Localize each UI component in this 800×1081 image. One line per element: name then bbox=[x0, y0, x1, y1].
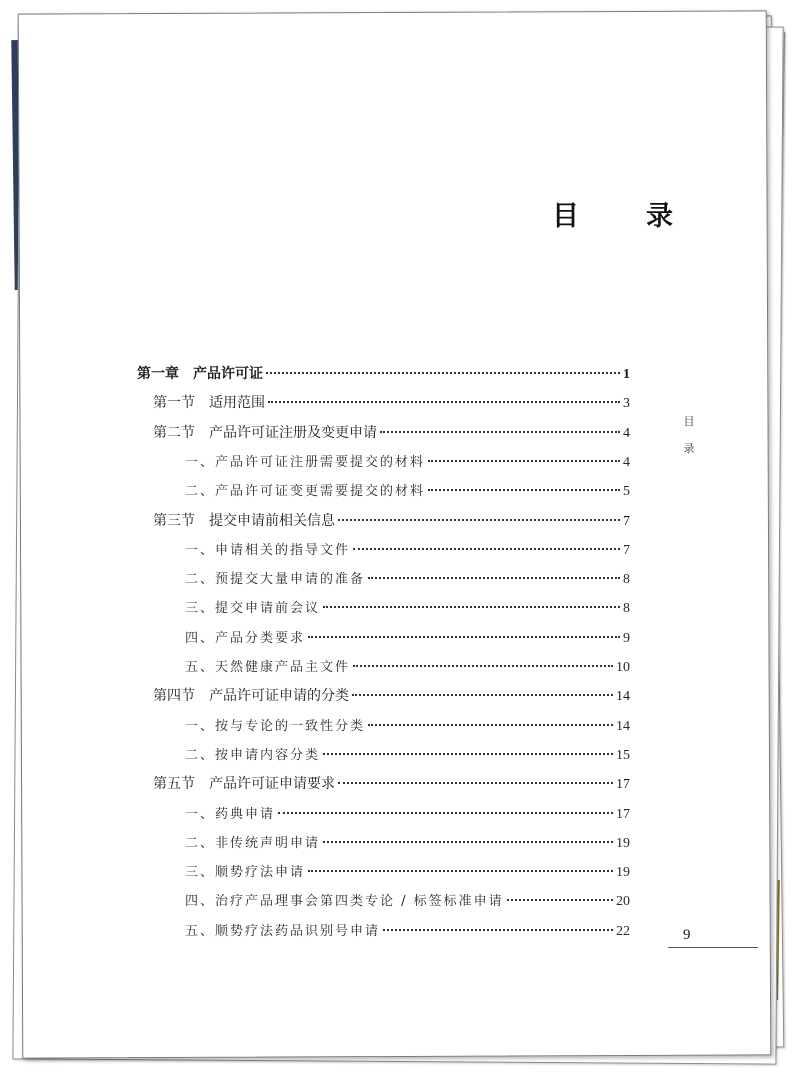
toc-dot-leader bbox=[278, 812, 613, 814]
toc-entry-label: 二、非传统声明申请 bbox=[185, 835, 321, 851]
toc-entry bbox=[153, 685, 630, 705]
toc-dot-leader bbox=[266, 372, 620, 374]
toc-entry-label: 第一节 适用范围 bbox=[153, 395, 265, 412]
toc-entry bbox=[153, 422, 630, 442]
toc-dot-leader bbox=[368, 577, 620, 579]
toc-entry-label: 一、按与专论的一致性分类 bbox=[185, 718, 366, 734]
toc-entry-label: 一、药典申请 bbox=[185, 806, 276, 822]
toc-entry bbox=[153, 392, 630, 412]
toc-entry-page: 15 bbox=[616, 747, 630, 763]
toc-dot-leader bbox=[323, 753, 613, 755]
toc-entry-page: 5 bbox=[623, 484, 630, 500]
toc-entry bbox=[185, 803, 630, 823]
toc-entry bbox=[185, 832, 630, 852]
toc-dot-leader bbox=[338, 519, 620, 521]
toc-entry-label: 四、治疗产品理事会第四类专论 / 标签标准申请 bbox=[185, 894, 504, 910]
toc-dot-leader bbox=[352, 694, 613, 696]
toc-entry-page: 7 bbox=[623, 542, 630, 558]
toc-entry bbox=[185, 568, 630, 588]
toc-entry-page: 20 bbox=[616, 894, 630, 910]
toc-dot-leader bbox=[353, 665, 613, 667]
toc-entry-page: 1 bbox=[623, 367, 630, 382]
toc-entry bbox=[153, 510, 630, 530]
toc-entry-page: 22 bbox=[616, 923, 630, 939]
toc-entry bbox=[185, 656, 630, 676]
toc-entry-label: 五、顺势疗法药品识别号申请 bbox=[185, 923, 381, 939]
toc-entry-label: 一、产品许可证注册需要提交的材料 bbox=[185, 454, 426, 470]
toc-entry-page: 8 bbox=[623, 601, 630, 617]
toc-entry bbox=[185, 715, 630, 735]
side-running-label: 目 录 bbox=[683, 415, 695, 455]
toc-entry-page: 14 bbox=[616, 718, 630, 734]
toc-entry-page: 17 bbox=[616, 777, 630, 793]
toc-entry-label: 第四节 产品许可证申请的分类 bbox=[153, 688, 349, 705]
toc-entry-label: 第五节 产品许可证申请要求 bbox=[153, 776, 335, 793]
toc-entry-page: 4 bbox=[623, 425, 630, 441]
toc-entry-page: 19 bbox=[616, 835, 630, 851]
toc-entry-page: 4 bbox=[623, 454, 630, 470]
toc-entry-page: 19 bbox=[616, 865, 630, 881]
toc-entry bbox=[153, 773, 630, 793]
toc-entry-label: 五、天然健康产品主文件 bbox=[185, 660, 351, 675]
toc-dot-leader bbox=[507, 899, 613, 901]
toc-entry-page: 7 bbox=[623, 513, 630, 529]
toc-title: 目 录 bbox=[552, 201, 693, 232]
toc-dot-leader bbox=[268, 401, 620, 403]
toc-entry-page: 9 bbox=[623, 630, 630, 646]
toc-entry-label: 第三节 提交申请前相关信息 bbox=[153, 512, 335, 529]
toc-entry-label: 三、顺势疗法申请 bbox=[185, 865, 306, 881]
toc-entry-label: 一、申请相关的指导文件 bbox=[185, 542, 351, 558]
toc-entry-page: 14 bbox=[616, 689, 630, 705]
toc-dot-leader bbox=[428, 460, 620, 462]
toc-entry bbox=[185, 861, 630, 881]
toc-dot-leader bbox=[353, 548, 620, 550]
toc-dot-leader bbox=[323, 841, 613, 843]
toc-entry-page: 17 bbox=[616, 806, 630, 822]
toc-entry-label: 二、预提交大量申请的准备 bbox=[185, 572, 366, 588]
toc-entry-label: 第一章 产品许可证 bbox=[137, 366, 263, 382]
toc-entry bbox=[185, 744, 630, 764]
toc-entry-label: 二、产品许可证变更需要提交的材料 bbox=[185, 484, 426, 500]
toc-entry bbox=[137, 363, 630, 383]
toc-dot-leader bbox=[323, 606, 620, 608]
toc-dot-leader bbox=[383, 929, 613, 931]
toc-entry-page: 8 bbox=[623, 572, 630, 588]
page-number: 9 bbox=[683, 927, 691, 943]
toc-entry-label: 三、提交申请前会议 bbox=[185, 601, 321, 617]
toc-entry bbox=[185, 451, 630, 471]
toc-dot-leader bbox=[428, 489, 620, 491]
toc-entry bbox=[185, 920, 630, 940]
toc-dot-leader bbox=[338, 782, 613, 784]
toc-entry bbox=[185, 890, 630, 910]
toc-entry bbox=[185, 627, 630, 647]
toc-dot-leader bbox=[308, 636, 620, 638]
toc-entry-label: 第二节 产品许可证注册及变更申请 bbox=[153, 424, 377, 441]
toc-entry bbox=[185, 539, 630, 559]
toc-dot-leader bbox=[308, 870, 613, 872]
page-number-rule bbox=[668, 947, 758, 948]
toc-entry-label: 四、产品分类要求 bbox=[185, 630, 306, 646]
toc-entry-label: 二、按申请内容分类 bbox=[185, 747, 321, 763]
toc-entry-page: 3 bbox=[623, 396, 630, 412]
toc-entry bbox=[185, 597, 630, 617]
toc-entry bbox=[185, 480, 630, 500]
toc-dot-leader bbox=[380, 431, 620, 433]
toc-dot-leader bbox=[368, 724, 613, 726]
toc-entry-page: 10 bbox=[616, 660, 630, 675]
